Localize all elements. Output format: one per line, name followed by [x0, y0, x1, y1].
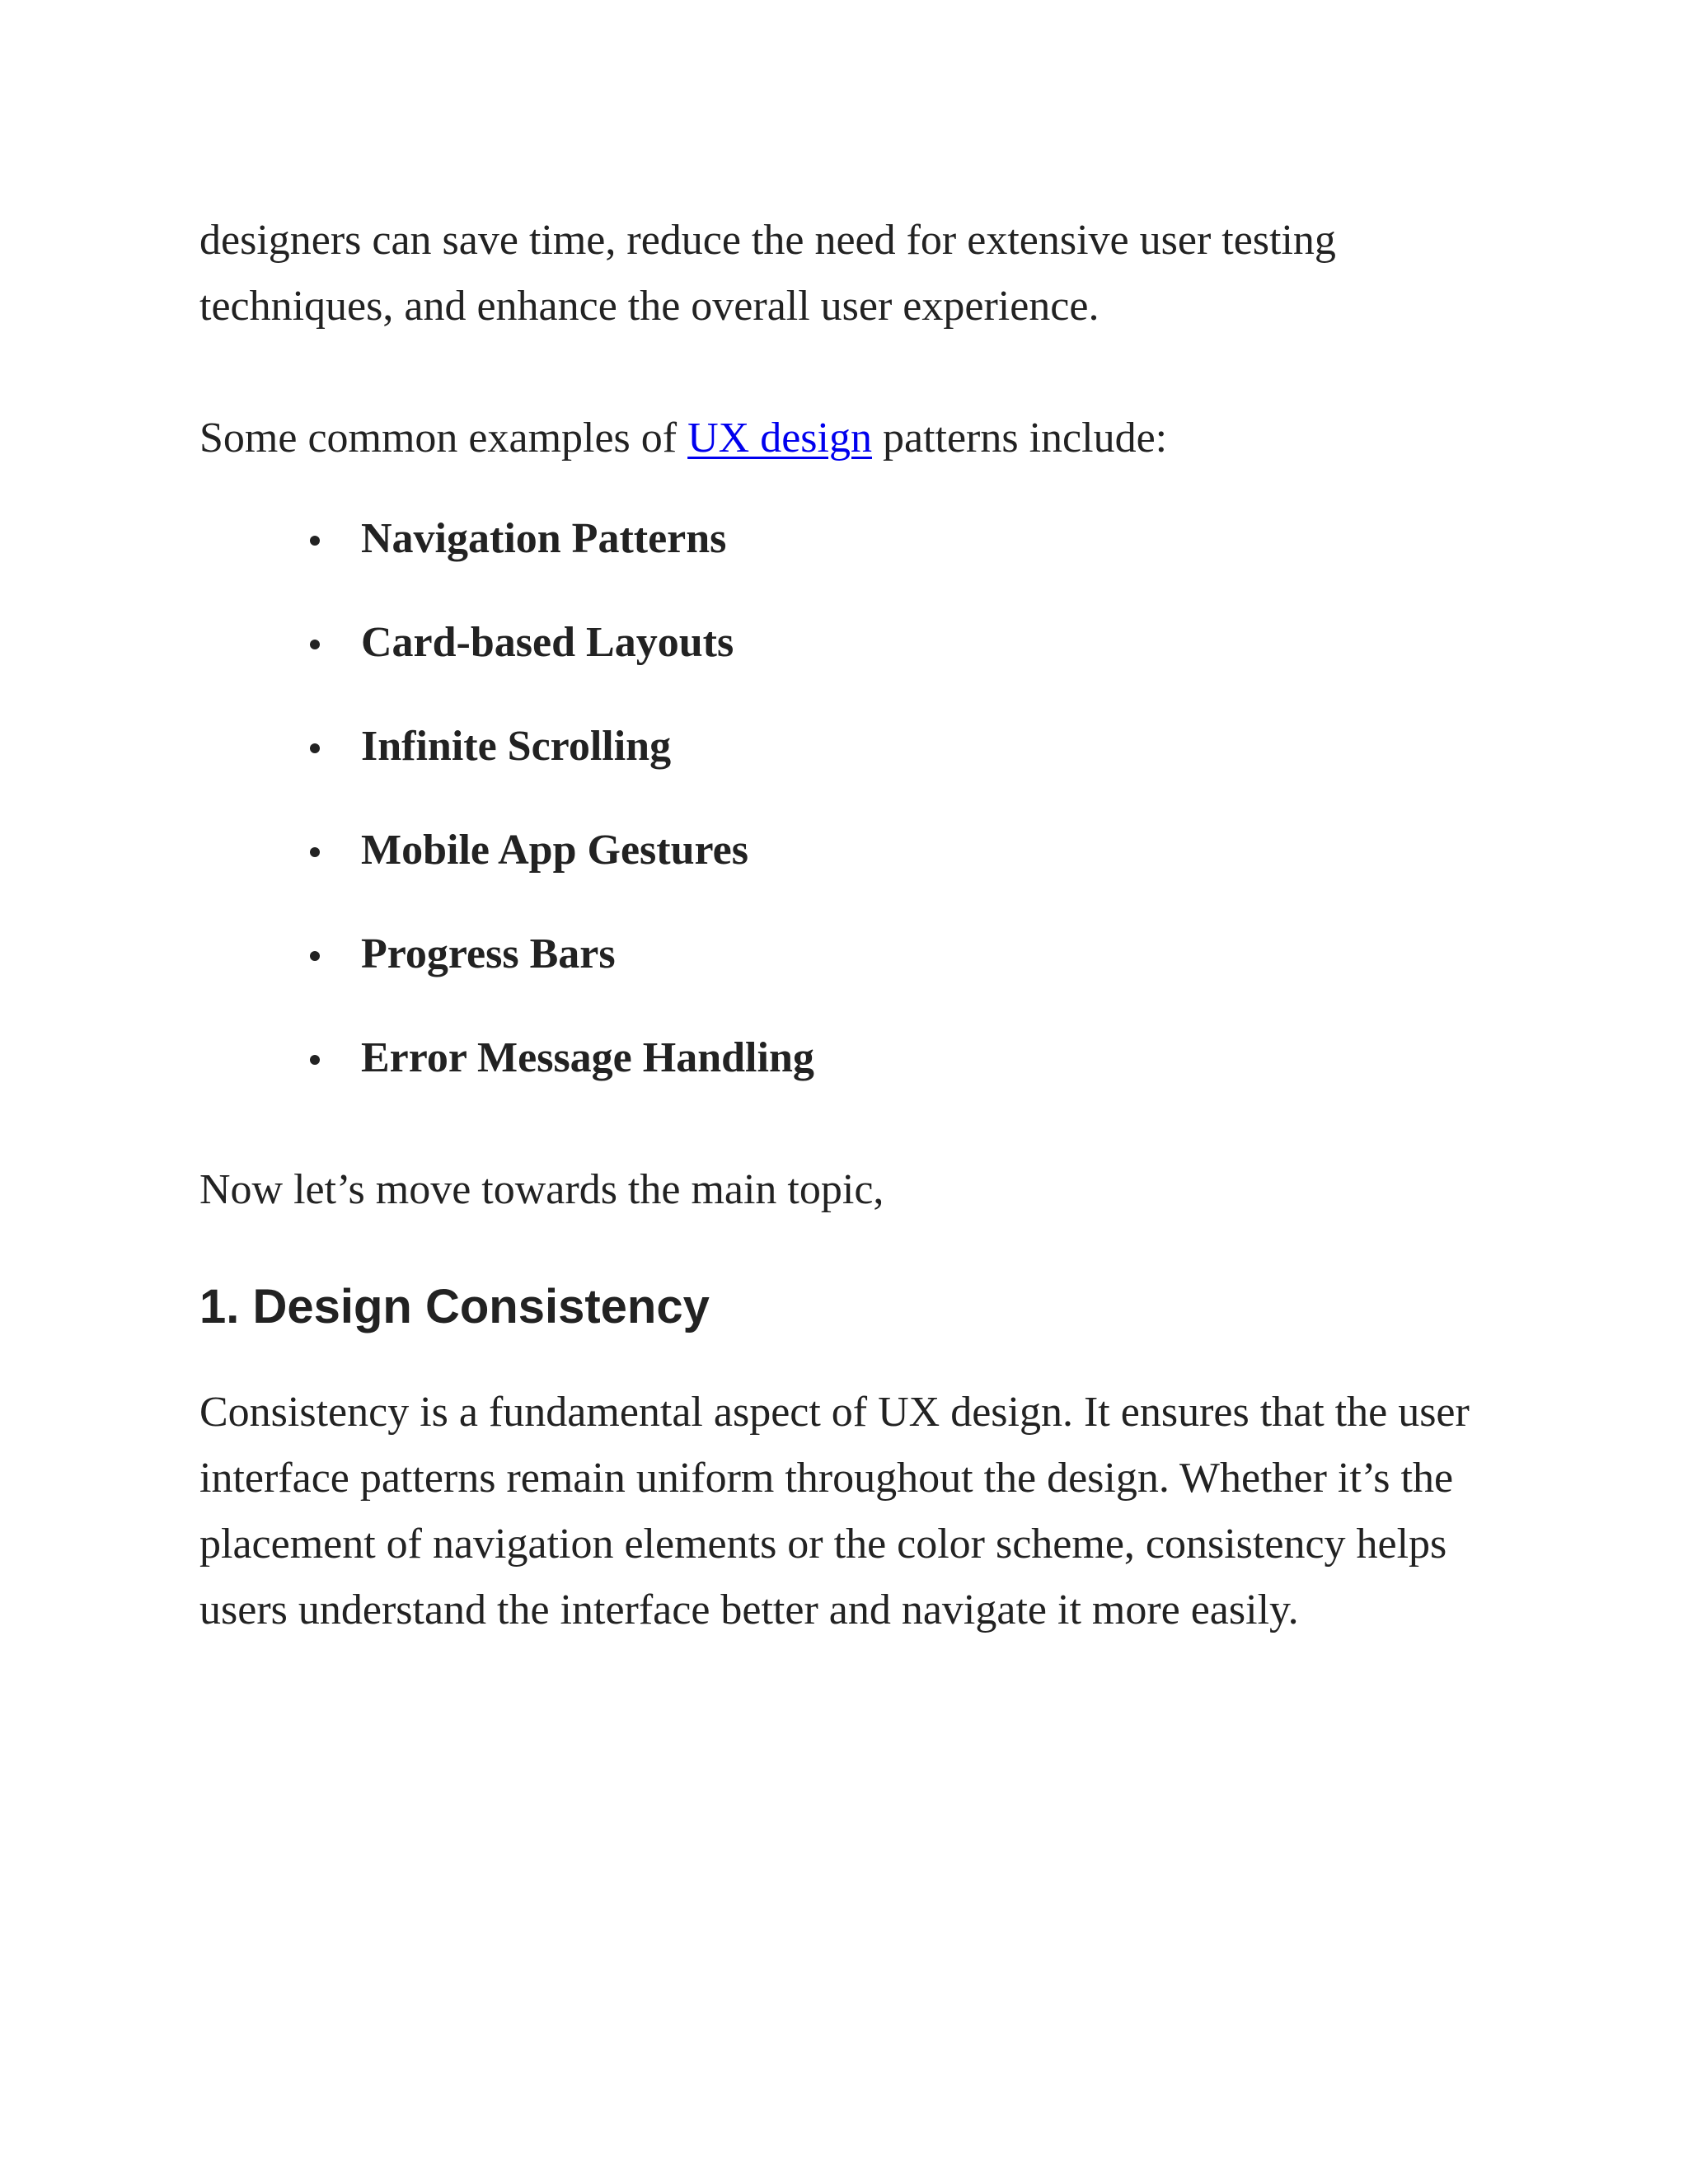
- body-paragraph: Consistency is a fundamental aspect of UX design. It ensures that the user interface patterns remain uniform throughout the design. Whether it’s the placement of navigation elements or the color scheme, consistency helps users understand the interface better and navigate it more easily.: [199, 1389, 1470, 1633]
- bullet-icon: [310, 1055, 320, 1065]
- section-heading: 1. Design Consistency: [199, 1280, 710, 1333]
- list-item-label: Card-based Layouts: [361, 619, 734, 666]
- list-item-label: Error Message Handling: [361, 1034, 814, 1081]
- bullet-icon: [310, 847, 320, 857]
- list-item: [199, 506, 1518, 572]
- examples-text-after: patterns include:: [871, 415, 1168, 462]
- ux-design-link[interactable]: UX design: [687, 415, 872, 462]
- bullet-icon: [310, 536, 320, 546]
- bullet-icon: [310, 743, 320, 753]
- list-item-label: Mobile App Gestures: [361, 827, 748, 874]
- bullet-icon: [310, 951, 320, 961]
- transition-paragraph: Now let’s move towards the main topic,: [199, 1166, 884, 1213]
- examples-paragraph: [199, 405, 1518, 471]
- list-item: [199, 818, 1518, 883]
- list-item: [199, 714, 1518, 780]
- examples-text-before: Some common examples of: [199, 415, 688, 462]
- list-item-label: Progress Bars: [361, 930, 616, 977]
- list-item: [199, 1025, 1518, 1091]
- list-item: [199, 921, 1518, 987]
- list-item: [199, 610, 1518, 676]
- patterns-list: [199, 506, 1518, 1091]
- list-item-label: Infinite Scrolling: [361, 723, 672, 770]
- article-content: [199, 208, 1518, 1643]
- bullet-icon: [310, 640, 320, 649]
- list-item-label: Navigation Patterns: [361, 515, 727, 562]
- intro-paragraph: designers can save time, reduce the need for extensive user testing techniques, and enhance the overall user experience.: [199, 217, 1336, 330]
